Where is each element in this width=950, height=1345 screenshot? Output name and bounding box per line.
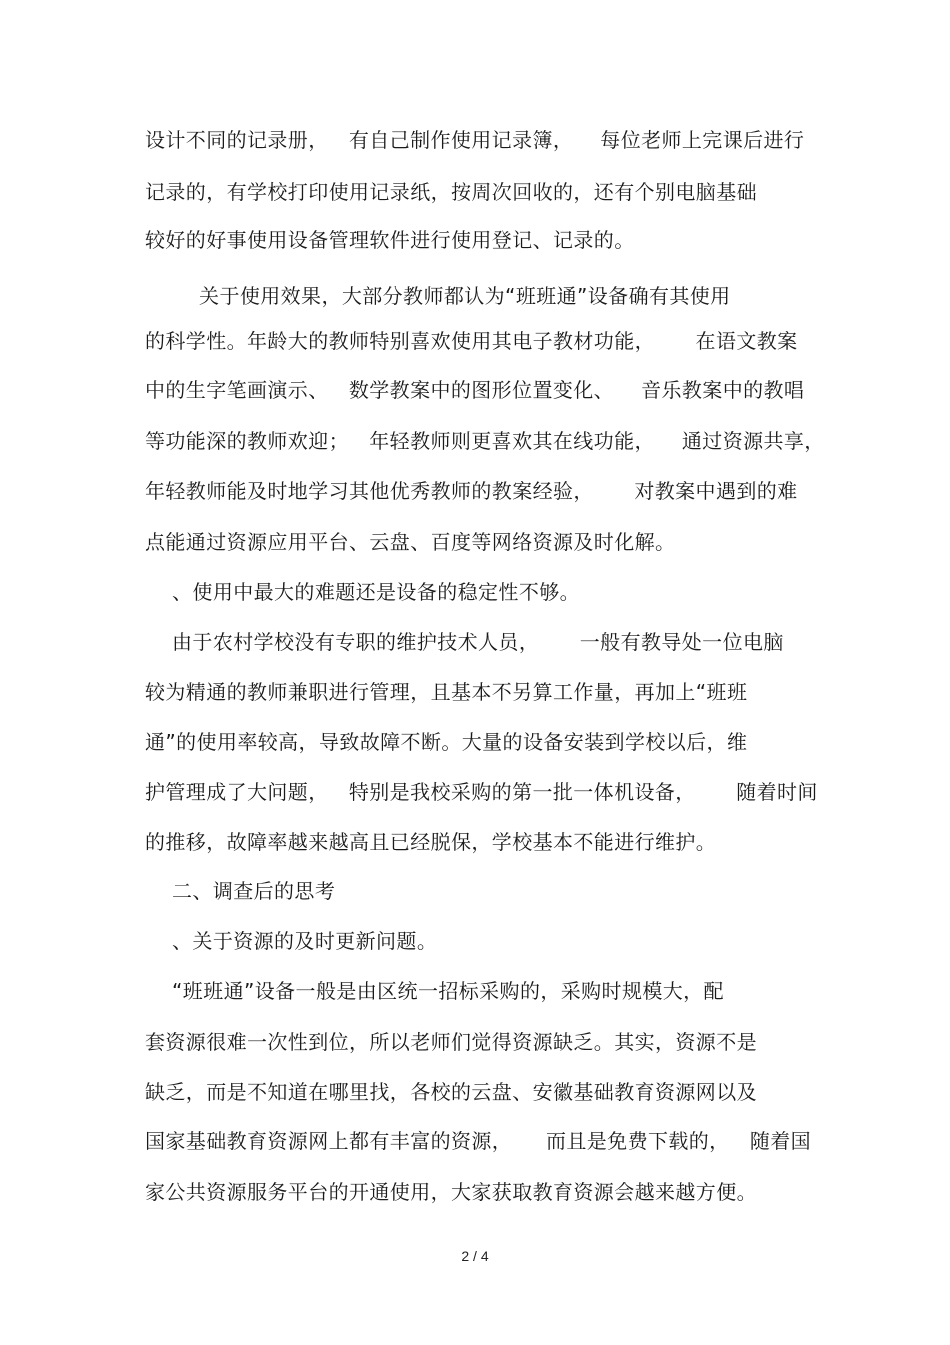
body-text-line: 点能通过资源应用平台、云盘、百度等网络资源及时化解。 — [145, 530, 676, 554]
body-text-line: 的科学性。年龄大的教师特别喜欢使用其电子教材功能， 在语文教案 — [145, 329, 798, 353]
subsection-heading: 、关于资源的及时更新问题。 — [145, 929, 438, 953]
body-text-line: 记录的，有学校打印使用记录纸，按周次回收的，还有个别电脑基础 — [145, 180, 757, 204]
body-text-line: 较好的好事使用设备管理软件进行使用登记、记录的。 — [145, 228, 635, 252]
body-text-line: 等功能深的教师欢迎； 年轻教师则更喜欢其在线功能， 通过资源共享， — [145, 429, 825, 453]
body-text-line: “班班通”设备一般是由区统一招标采购的，采购时规模大，配 — [145, 979, 724, 1003]
body-text-line: 关于使用效果，大部分教师都认为“班班通”设备确有其使用 — [145, 284, 731, 308]
body-text-line: 年轻教师能及时地学习其他优秀教师的教案经验， 对教案中遇到的难 — [145, 479, 798, 503]
body-text-line: 较为精通的教师兼职进行管理，且基本不另算工作量，再加上“班班 — [145, 680, 748, 704]
body-text-line: 护管理成了大问题， 特别是我校采购的第一批一体机设备， 随着时间 — [145, 780, 818, 804]
page-number: 2 / 4 — [461, 1248, 489, 1264]
body-text-line: 设计不同的记录册， 有自己制作使用记录簿， 每位老师上完课后进行 — [145, 128, 805, 152]
body-text-line: 由于农村学校没有专职的维护技术人员， 一般有教导处一位电脑 — [145, 630, 784, 654]
body-text-line: 缺乏，而是不知道在哪里找，各校的云盘、安徽基础教育资源网以及 — [145, 1080, 757, 1104]
body-text-line: 国家基础教育资源网上都有丰富的资源， 而且是免费下载的， 随着国 — [145, 1129, 812, 1153]
body-text-line: 中的生字笔画演示、 数学教案中的图形位置变化、 音乐教案中的教唱 — [145, 378, 805, 402]
body-text-line: 的推移，故障率越来越高且已经脱保，学校基本不能进行维护。 — [145, 830, 717, 854]
body-text-line: 套资源很难一次性到位，所以老师们觉得资源缺乏。其实，资源不是 — [145, 1030, 757, 1054]
body-text-line: 、使用中最大的难题还是设备的稳定性不够。 — [145, 580, 581, 604]
body-text-line: 家公共资源服务平台的开通使用，大家获取教育资源会越来越方便。 — [145, 1180, 757, 1204]
section-heading: 二、调查后的思考 — [145, 879, 336, 903]
body-text-line: 通”的使用率较高，导致故障不断。大量的设备安装到学校以后，维 — [145, 730, 748, 754]
